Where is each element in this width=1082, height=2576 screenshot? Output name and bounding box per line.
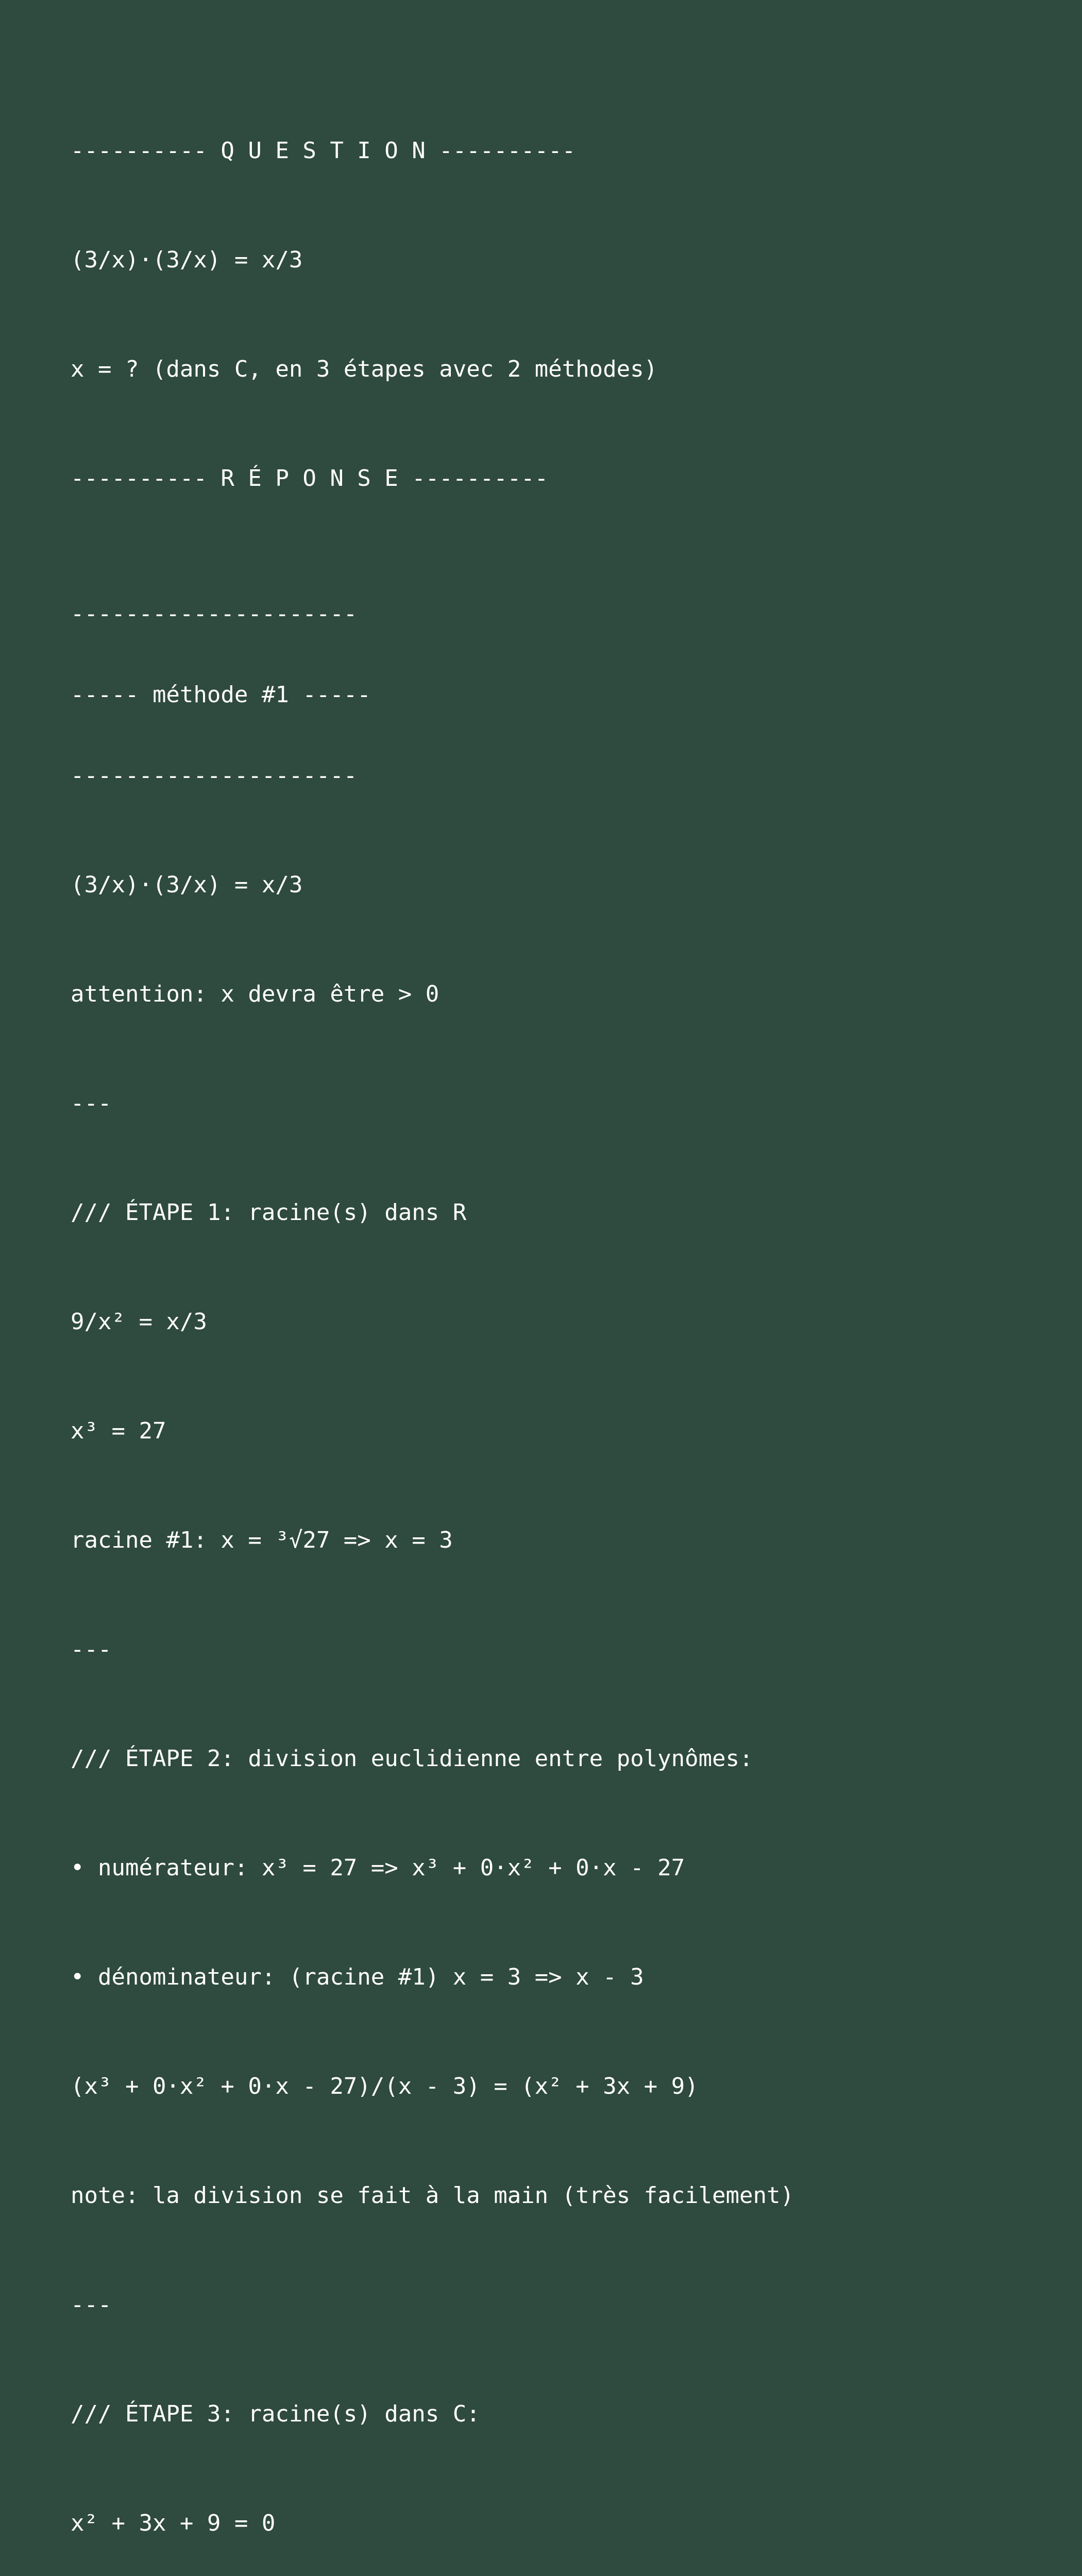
question-prompt: x = ? (dans C, en 3 étapes avec 2 méthodes) xyxy=(71,356,658,382)
method1-rule-top: --------------------- xyxy=(71,601,358,627)
method1-step3-line: x² + 3x + 9 = 0 xyxy=(71,2510,276,2536)
method1-step3-title: /// ÉTAPE 3: racine(s) dans C: xyxy=(71,2401,480,2427)
method1-step1-line: x³ = 27 xyxy=(71,1418,166,1444)
method1-separator-1: --- xyxy=(71,1090,112,1116)
method1-step1-line: 9/x² = x/3 xyxy=(71,1309,207,1335)
question-header: ---------- Q U E S T I O N ---------- xyxy=(71,138,576,164)
math-document xyxy=(71,84,1050,2576)
method1-step2-line: • dénominateur: (racine #1) x = 3 => x - 3 xyxy=(71,1964,644,1990)
method1-step2-line: • numérateur: x³ = 27 => x³ + 0·x² + 0·x - 27 xyxy=(71,1855,685,1881)
method1-separator-2: --- xyxy=(71,1636,112,1663)
method1-step1-title: /// ÉTAPE 1: racine(s) dans R xyxy=(71,1199,467,1226)
method1-title: ----- méthode #1 ----- xyxy=(71,682,371,708)
method1-separator-3: --- xyxy=(71,2292,112,2318)
method1-rule-bottom: --------------------- xyxy=(71,762,358,789)
method1-step2-line: (x³ + 0·x² + 0·x - 27)/(x - 3) = (x² + 3x + 9) xyxy=(71,2073,699,2099)
method1-equation: (3/x)·(3/x) = x/3 xyxy=(71,872,303,898)
method1-step2-title: /// ÉTAPE 2: division euclidienne entre polynômes: xyxy=(71,1745,753,1772)
question-equation: (3/x)·(3/x) = x/3 xyxy=(71,247,303,273)
method1-warning: attention: x devra être > 0 xyxy=(71,981,439,1007)
method1-step1-line: racine #1: x = ³√27 => x = 3 xyxy=(71,1527,453,1553)
answer-header: ---------- R É P O N S E ---------- xyxy=(71,465,549,492)
method1-step2-note: note: la division se fait à la main (très facilement) xyxy=(71,2182,794,2209)
